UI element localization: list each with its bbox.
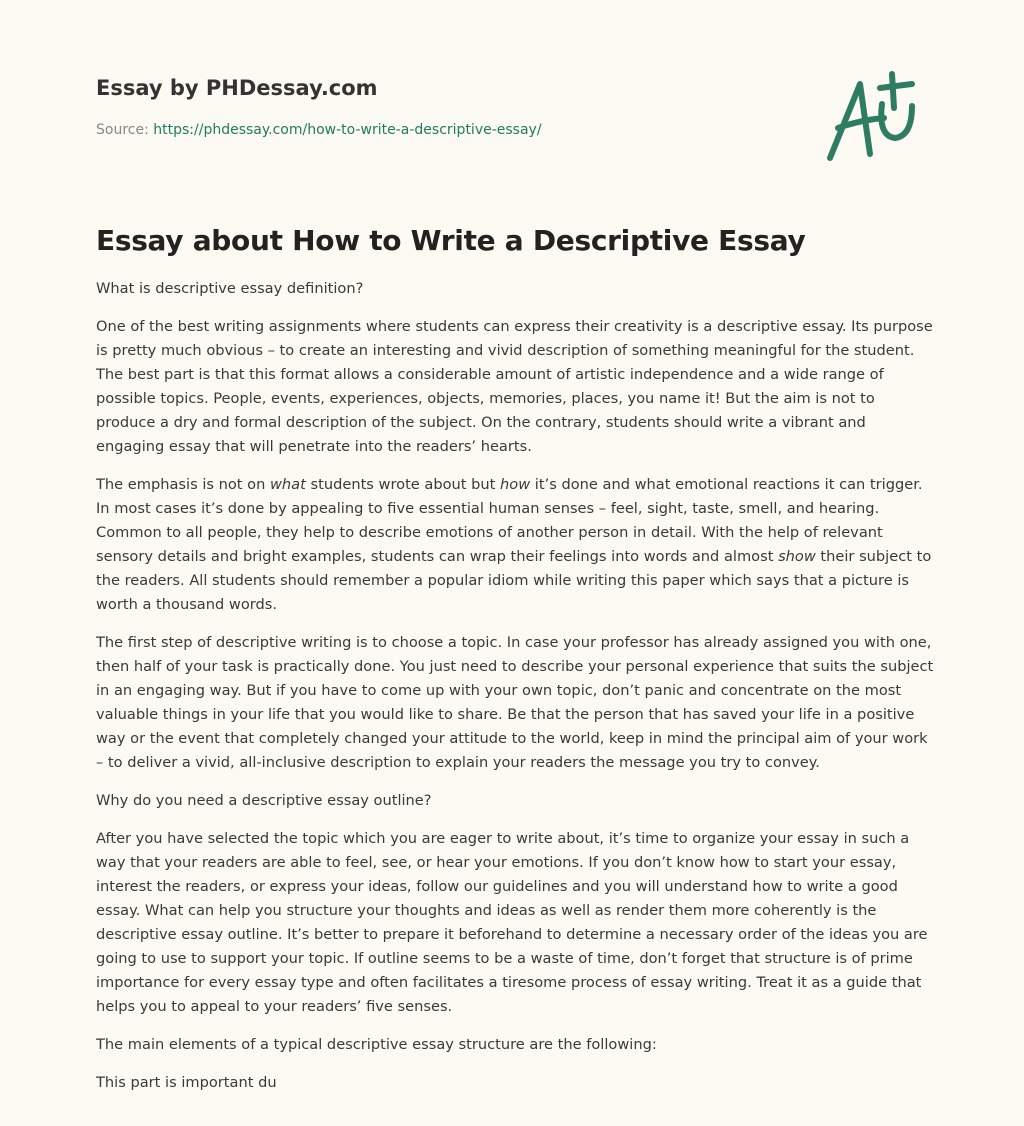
source-line — [96, 122, 542, 138]
source-label: Source: — [96, 122, 149, 138]
emphasis: show — [778, 548, 816, 565]
question-heading: What is descriptive essay definition? — [96, 280, 364, 297]
site-title: Essay by PHDessay.com — [96, 76, 378, 100]
article — [96, 224, 936, 1109]
site-header — [96, 76, 542, 138]
paragraph-truncated: This part is important du — [96, 1074, 277, 1091]
text: The emphasis is not on — [96, 476, 270, 493]
paragraph: After you have selected the topic which you are eager to write about, it’s time to organize your essay in such a way that your readers are able to feel, see, or hear your emotions. If you don’t know how to start your essay, interest the readers, or express your ideas, follow our guidelines and you will understand how to write a good essay. What can help you structure your thoughts and ideas as well as render them more coherently is the descriptive essay outline. It’s better to prepare it beforehand to determine a necessary order of the ideas you are going to use to support your topic. If outline seems to be a waste of time, don’t forget that structure is of prime importance for every essay type and often facilitates a tiresome process of essay writing. Treat it as a guide that helps you to appeal to your readers’ five senses. — [96, 830, 928, 1015]
article-title: Essay about How to Write a Descriptive Essay — [96, 224, 806, 257]
a-plus-logo-icon — [820, 66, 930, 166]
text: it’s done and what emotional reactions it can trigger. In most cases it’s done by appealing to five essential human senses – feel, sight, taste, smell, and hearing. Common to all people, they help to describe emotions of another person in detail. With the help of relevant sensory details and bright examples, students can wrap their feelings into words and almost — [96, 476, 923, 565]
question-heading: Why do you need a descriptive essay outline? — [96, 792, 432, 809]
paragraph: The first step of descriptive writing is to choose a topic. In case your professor has already assigned you with one, then half of your task is practically done. You just need to describe your personal experience that suits the subject in an engaging way. But if you have to come up with your own topic, don’t panic and concentrate on the most valuable things in your life that you would like to share. Be that the person that has saved your life in a positive way or the event that completely changed your attitude to the world, keep in mind the principal aim of your work – to deliver a vivid, all-inclusive description to explain your readers the message you try to convey. — [96, 634, 934, 771]
emphasis: how — [500, 476, 531, 493]
text: students wrote about but — [305, 476, 501, 493]
paragraph: The main elements of a typical descriptive essay structure are the following: — [96, 1036, 657, 1053]
text: their subject to the readers. All students should remember a popular idiom while writing this paper which says that a picture is worth a thousand words. — [96, 548, 932, 613]
paragraph: One of the best writing assignments where students can express their creativity is a descriptive essay. Its purpose is pretty much obvious – to create an interesting and vivid description of something meaningful for the student. The best part is that this format allows a considerable amount of artistic independence and a wide range of possible topics. People, events, experiences, objects, memories, places, you name it! But the aim is not to produce a dry and formal description of the subject. On the contrary, students should write a vibrant and engaging essay that will penetrate into the readers’ hearts. — [96, 318, 933, 455]
paragraph — [96, 473, 936, 617]
source-link[interactable]: https://phdessay.com/how-to-write-a-descriptive-essay/ — [153, 122, 542, 138]
emphasis: what — [270, 476, 306, 493]
